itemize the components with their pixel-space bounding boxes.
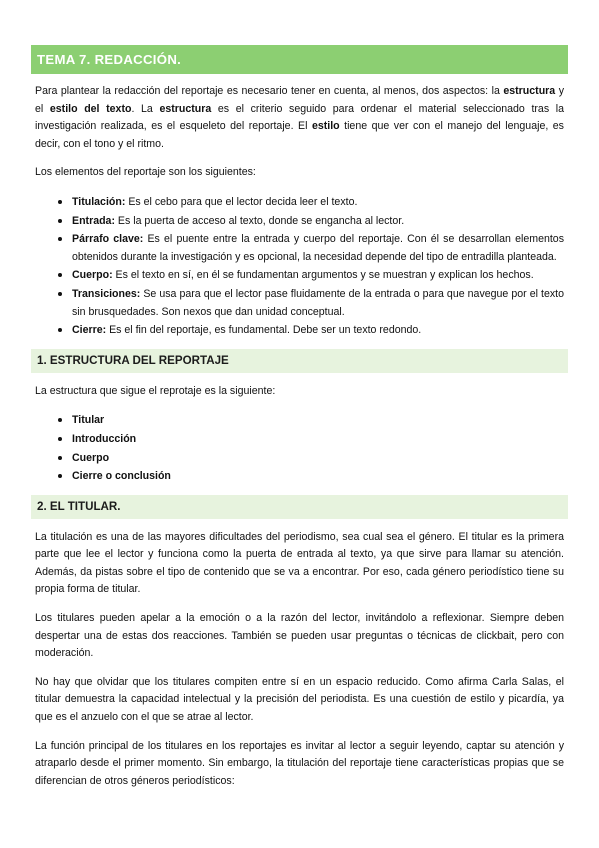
list-item xyxy=(72,285,564,321)
element-desc: Es el texto en sí, en él se fundamentan argumentos y se muestran y explican los hechos. xyxy=(112,269,534,282)
list-item xyxy=(72,411,564,430)
intro-bold-term: estilo xyxy=(311,120,340,133)
section-heading-titular: 2. EL TITULAR. xyxy=(31,495,568,519)
list-item xyxy=(72,193,564,212)
elements-list xyxy=(31,193,568,340)
intro-bold-term: estructura xyxy=(159,102,212,115)
element-term: Transiciones: xyxy=(72,287,141,300)
element-desc: Es el fin del reportaje, es fundamental. Debe ser un texto redondo. xyxy=(106,324,422,337)
intro-text: y el xyxy=(35,85,564,115)
structure-item: Introducción xyxy=(72,432,137,445)
element-desc: Es el puente entre la entrada y cuerpo del reportaje. Con él se desarrollan elementos obtenidos durante la investigación y es opcional, la necesidad depende del tipo de entradilla planteada. xyxy=(72,233,565,263)
element-term: Cierre: xyxy=(72,324,107,337)
element-desc: Es el cebo para que el lector decida leer el texto. xyxy=(125,195,358,208)
intro-text: tiene que ver con el manejo del lenguaje, es decir, con el tono y el ritmo. xyxy=(35,120,564,150)
structure-list xyxy=(31,411,568,485)
list-item xyxy=(72,230,564,266)
intro-bold-term: estructura xyxy=(503,85,556,97)
intro-text: . La xyxy=(131,102,160,115)
element-term: Entrada: xyxy=(72,214,115,227)
intro-text: es el criterio seguido para ordenar el material seleccionado tras la investigación realizada, es el esqueleto del reportaje. El xyxy=(35,102,564,133)
element-desc: Es la puerta de acceso al texto, donde se engancha al lector. xyxy=(114,214,405,227)
elements-intro: Los elementos del reportaje son los siguientes: xyxy=(35,166,256,179)
structure-intro: La estructura que sigue el reprotaje es la siguiente: xyxy=(35,384,276,397)
section-heading-estructura: 1. ESTRUCTURA DEL REPORTAJE xyxy=(31,349,568,373)
intro-paragraph xyxy=(31,83,568,153)
list-item xyxy=(72,467,564,486)
structure-item: Cierre o conclusión xyxy=(72,470,171,483)
page-title: TEMA 7. REDACCIÓN. xyxy=(31,45,568,74)
list-item xyxy=(72,430,564,449)
intro-bold-term: estilo del texto xyxy=(49,102,132,115)
structure-item: Cuerpo xyxy=(72,451,110,464)
element-desc: Se usa para que el lector pase fluidamente de la entrada o para que navegue por el texto sin brusquedades. Son nexos que dan unidad conceptual. xyxy=(72,287,564,318)
titular-paragraph-3: No hay que olvidar que los titulares compiten entre sí en un espacio reducido. Como afirma Carla Salas, el titular demuestra la capacidad intelectual y la precisión del periodista. Es una cuestión de estilo y picardía, ya que es el anzuelo con el que se atrae al lector. xyxy=(35,675,564,724)
list-item xyxy=(72,212,564,231)
list-item xyxy=(72,449,564,468)
list-item xyxy=(72,321,564,340)
titular-paragraph-4: La función principal de los titulares en los reportajes es invitar al lector a seguir leyendo, captar su atención y atraparlo desde el primer momento. Sin embargo, la titulación del reportaje tiene características propias que se diferencian de otros géneros periodísticos: xyxy=(35,739,564,787)
list-item xyxy=(72,266,564,285)
intro-text: Para plantear la redacción del reportaje es necesario tener en cuenta, al menos, dos aspectos: la xyxy=(35,85,504,97)
structure-item: Titular xyxy=(72,414,105,427)
element-term: Cuerpo: xyxy=(72,269,113,282)
titular-paragraph-1: La titulación es una de las mayores dificultades del periodismo, sea cual sea el género. El titular es la primera parte que lee el lector y funciona como la puerta de entrada al texto, ya que sirve para llamar su atención. Además, da pistas sobre el tipo de contenido que se va a encontrar. Por eso, cada género periodístico tiene su propia forma de titular. xyxy=(35,530,564,596)
element-term: Párrafo clave: xyxy=(72,233,144,246)
titular-paragraph-2: Los titulares pueden apelar a la emoción o a la razón del lector, invitándolo a reflexionar. Siempre deben despertar una de estas dos reacciones. También se pueden usar preguntas o técnicas de clickbait, pero con moderación. xyxy=(35,612,564,660)
element-term: Titulación: xyxy=(72,195,126,208)
